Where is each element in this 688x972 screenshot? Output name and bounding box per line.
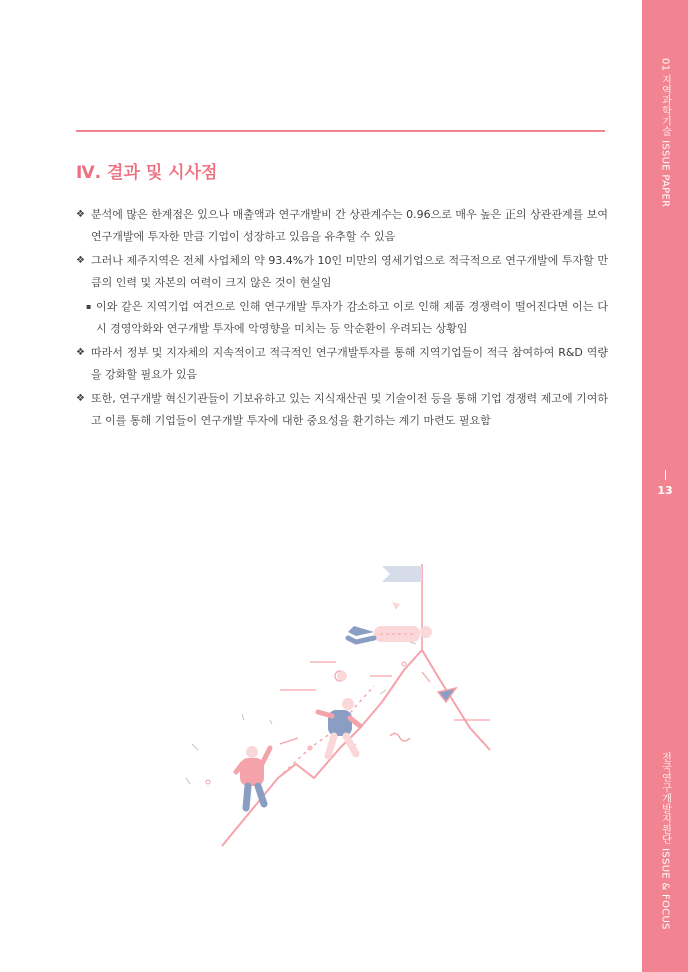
decor-line (242, 714, 244, 720)
mountain-climbing-illustration (160, 552, 500, 852)
decor-line (192, 744, 198, 750)
header-rule (76, 130, 605, 132)
square-bullet-icon: ▪ (86, 302, 92, 311)
page-number: 13 (657, 484, 673, 497)
content-body (76, 204, 608, 434)
decor-line (422, 672, 430, 682)
decor-line (410, 642, 416, 644)
sidebar-strip (642, 0, 688, 972)
decor-line (280, 738, 298, 744)
diamond-bullet-icon: ❖ (76, 347, 85, 358)
decor-line (380, 690, 386, 694)
decor-line (270, 720, 272, 724)
diamond-bullet-icon: ❖ (76, 255, 85, 266)
bullet-text: 그러나 제주지역은 전체 사업체의 약 93.4%가 10인 미만의 영세기업으로 적극적으로 연구개발에 투자할 만큼의 인력 및 자본의 여력이 크지 않은 것이 현실임 (91, 254, 608, 289)
bullet-item (76, 342, 608, 386)
decor-circle (402, 662, 406, 666)
bullet-item (76, 250, 608, 294)
page-number-block (642, 470, 688, 497)
climber-bottom-figure (236, 746, 270, 808)
decor-squiggle (390, 733, 410, 741)
page-number-rule (665, 470, 666, 480)
section-title: Ⅳ. 결과 및 시사점 (76, 163, 218, 183)
climber-top-figure (348, 626, 432, 642)
decor-circle (206, 780, 210, 784)
decor-rock (337, 671, 347, 681)
bullet-item (76, 388, 608, 432)
bullet-text: 분석에 많은 한계점은 있으나 매출액과 연구개발비 간 상관계수는 0.96으로 매우 높은 正의 상관관계를 보여 연구개발에 투자한 만큼 기업이 성장하고 있음을 유추할 수 있음 (91, 208, 608, 243)
diamond-bullet-icon: ❖ (76, 393, 85, 404)
bullet-text: 또한, 연구개발 혁신기관들이 기보유하고 있는 지식재산권 및 기술이전 등을 통해 기업 경쟁력 제고에 기여하고 이를 통해 기업들이 연구개발 투자에 대한 중요성을 환기하는 계기 마련도 필요함 (91, 392, 608, 427)
decor-rock (392, 602, 400, 610)
decor-line (186, 778, 190, 784)
flag-icon (382, 566, 422, 582)
bullet-text: 따라서 정부 및 지자체의 지속적이고 적극적인 연구개발투자를 통해 지역기업들이 적극 참여하여 R&D 역량을 강화할 필요가 있음 (91, 346, 608, 381)
climber-middle-figure (318, 698, 360, 756)
diamond-bullet-icon: ❖ (76, 209, 85, 220)
sidebar-bottom-text: 전국연구개발지원단 ISSUE & FOCUS (659, 752, 671, 930)
bullet-item (76, 204, 608, 248)
sidebar-top-text: 01 지역과학기술 ISSUE PAPER (659, 58, 671, 208)
sub-bullet-item (76, 296, 608, 340)
sub-bullet-text: 이와 같은 지역기업 여건으로 인해 연구개발 투자가 감소하고 이로 인해 제품 경쟁력이 떨어진다면 이는 다시 경영악화와 연구개발 투자에 악영향을 미치는 등 악순환이 우려되는 상황임 (96, 300, 608, 335)
